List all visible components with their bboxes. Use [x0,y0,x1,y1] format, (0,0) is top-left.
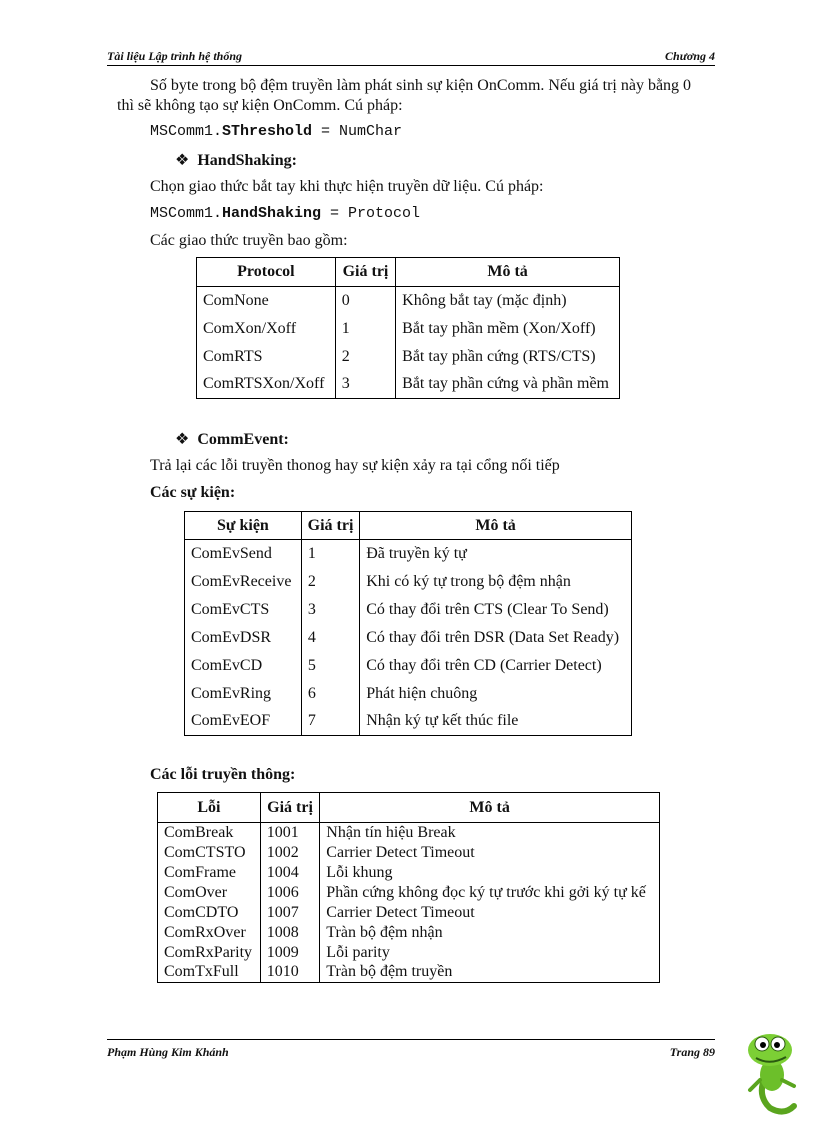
table-cell: ComRxParity [158,943,261,963]
table-header: Mô tả [360,512,632,540]
table-row [185,596,632,624]
table-cell: ComRTSXon/Xoff [197,371,336,399]
table-row [197,343,620,371]
table-cell: ComEvSend [185,540,302,568]
table-cell: Phát hiện chuông [360,680,632,708]
table-cell: 4 [301,624,359,652]
diamond-bullet-icon: ❖ [175,431,190,448]
paragraph: Trả lại các lỗi truyền thonog hay sự kiện xảy ra tại cổng nối tiếp [150,457,560,474]
code-keyword: SThreshold [222,123,313,140]
table-cell: ComNone [197,287,336,315]
table-cell: ComXon/Xoff [197,315,336,343]
table-cell: 2 [301,568,359,596]
table-cell: Phần cứng không đọc ký tự trước khi gởi ký tự kế [320,883,660,903]
table-cell: 1008 [260,923,320,943]
table-row [185,708,632,736]
paragraph: Các giao thức truyền bao gồm: [150,232,348,249]
header-title: Tài liệu Lập trình hệ thống [107,49,243,63]
table-cell: 1004 [260,863,320,883]
table-cell: Đã truyền ký tự [360,540,632,568]
table-row [158,843,660,863]
table-row [185,540,632,568]
table-cell: 1001 [260,823,320,843]
table-header: Giá trị [301,512,359,540]
code-suffix: = Protocol [321,205,421,222]
table-header: Protocol [197,258,336,287]
table-cell: 1007 [260,903,320,923]
code-keyword: HandShaking [222,205,322,222]
table-cell: Lỗi parity [320,943,660,963]
table-cell: Không bắt tay (mặc định) [396,287,620,315]
table-cell: ComCDTO [158,903,261,923]
errors-heading: Các lỗi truyền thông: [150,766,296,783]
table-row [185,568,632,596]
table-cell: Có thay đổi trên CTS (Clear To Send) [360,596,632,624]
code-suffix: = NumChar [312,123,403,140]
table-cell: ComRxOver [158,923,261,943]
bullet-handshaking [175,150,297,170]
table-cell: ComEvCD [185,652,302,680]
table-header: Lỗi [158,793,261,823]
table-cell: 1010 [260,963,320,983]
table-cell: Bắt tay phần cứng (RTS/CTS) [396,343,620,371]
table-header: Giá trị [335,258,395,287]
table-cell: 3 [301,596,359,624]
table-row [158,903,660,923]
table-cell: 1009 [260,943,320,963]
table-cell: Bắt tay phần cứng và phần mềm [396,371,620,399]
table-cell: ComEvDSR [185,624,302,652]
table-cell: ComEvCTS [185,596,302,624]
table-row [185,652,632,680]
table-row [158,863,660,883]
page-footer [107,1039,715,1060]
table-row [158,883,660,903]
table-cell: ComRTS [197,343,336,371]
page-header [107,47,715,66]
table-row [197,315,620,343]
table-cell: 6 [301,680,359,708]
table-cell: Carrier Detect Timeout [320,903,660,923]
footer-author: Phạm Hùng Kim Khánh [107,1045,229,1059]
code-sthreshold [150,122,402,142]
table-cell: Bắt tay phần mềm (Xon/Xoff) [396,315,620,343]
bullet-label: CommEvent: [197,431,289,448]
table-cell: ComOver [158,883,261,903]
table-cell: ComTxFull [158,963,261,983]
footer-page-number: Trang 89 [669,1045,715,1059]
table-row [197,287,620,315]
table-row [185,680,632,708]
table-cell: ComCTSTO [158,843,261,863]
errors-table [157,792,660,983]
code-prefix: MSComm1. [150,205,223,222]
table-cell: 1 [301,540,359,568]
bullet-commevent [175,429,289,449]
table-cell: Tràn bộ đệm truyền [320,963,660,983]
table-header: Mô tả [396,258,620,287]
table-cell: Carrier Detect Timeout [320,843,660,863]
paragraph-line: Số byte trong bộ đệm truyền làm phát sinh sự kiện OnComm. Nếu giá trị này bằng 0 [150,77,692,94]
table-row [197,371,620,399]
table-cell: 7 [301,708,359,736]
header-chapter: Chương 4 [665,49,715,63]
code-prefix: MSComm1. [150,123,223,140]
table-cell: ComEvReceive [185,568,302,596]
table-cell: Có thay đổi trên CD (Carrier Detect) [360,652,632,680]
table-cell: Nhận ký tự kết thúc file [360,708,632,736]
table-cell: 5 [301,652,359,680]
table-cell: ComEvEOF [185,708,302,736]
protocol-table [196,257,620,399]
table-row [158,963,660,983]
table-cell: 1002 [260,843,320,863]
table-cell: 1 [335,315,395,343]
lizard-mascot-icon [736,1020,812,1120]
table-cell: Khi có ký tự trong bộ đệm nhận [360,568,632,596]
table-cell: Tràn bộ đệm nhận [320,923,660,943]
diamond-bullet-icon: ❖ [175,152,190,169]
events-table [184,511,632,736]
table-cell: ComEvRing [185,680,302,708]
table-cell: Nhận tín hiệu Break [320,823,660,843]
table-header: Mô tả [320,793,660,823]
table-row [158,823,660,843]
paragraph-line: thì sẽ không tạo sự kiện OnComm. Cú pháp: [117,97,403,114]
table-cell: 2 [335,343,395,371]
table-cell: 1006 [260,883,320,903]
table-cell: 0 [335,287,395,315]
table-header: Sự kiện [185,512,302,540]
bullet-label: HandShaking: [197,152,297,169]
table-cell: 3 [335,371,395,399]
table-header: Giá trị [260,793,320,823]
events-heading: Các sự kiện: [150,484,236,501]
code-handshaking [150,204,420,224]
table-row [185,624,632,652]
paragraph: Chọn giao thức bắt tay khi thực hiện truyền dữ liệu. Cú pháp: [150,178,544,195]
table-cell: Lỗi khung [320,863,660,883]
table-cell: ComBreak [158,823,261,843]
table-cell: Có thay đổi trên DSR (Data Set Ready) [360,624,632,652]
table-row [158,943,660,963]
table-row [158,923,660,943]
table-cell: ComFrame [158,863,261,883]
